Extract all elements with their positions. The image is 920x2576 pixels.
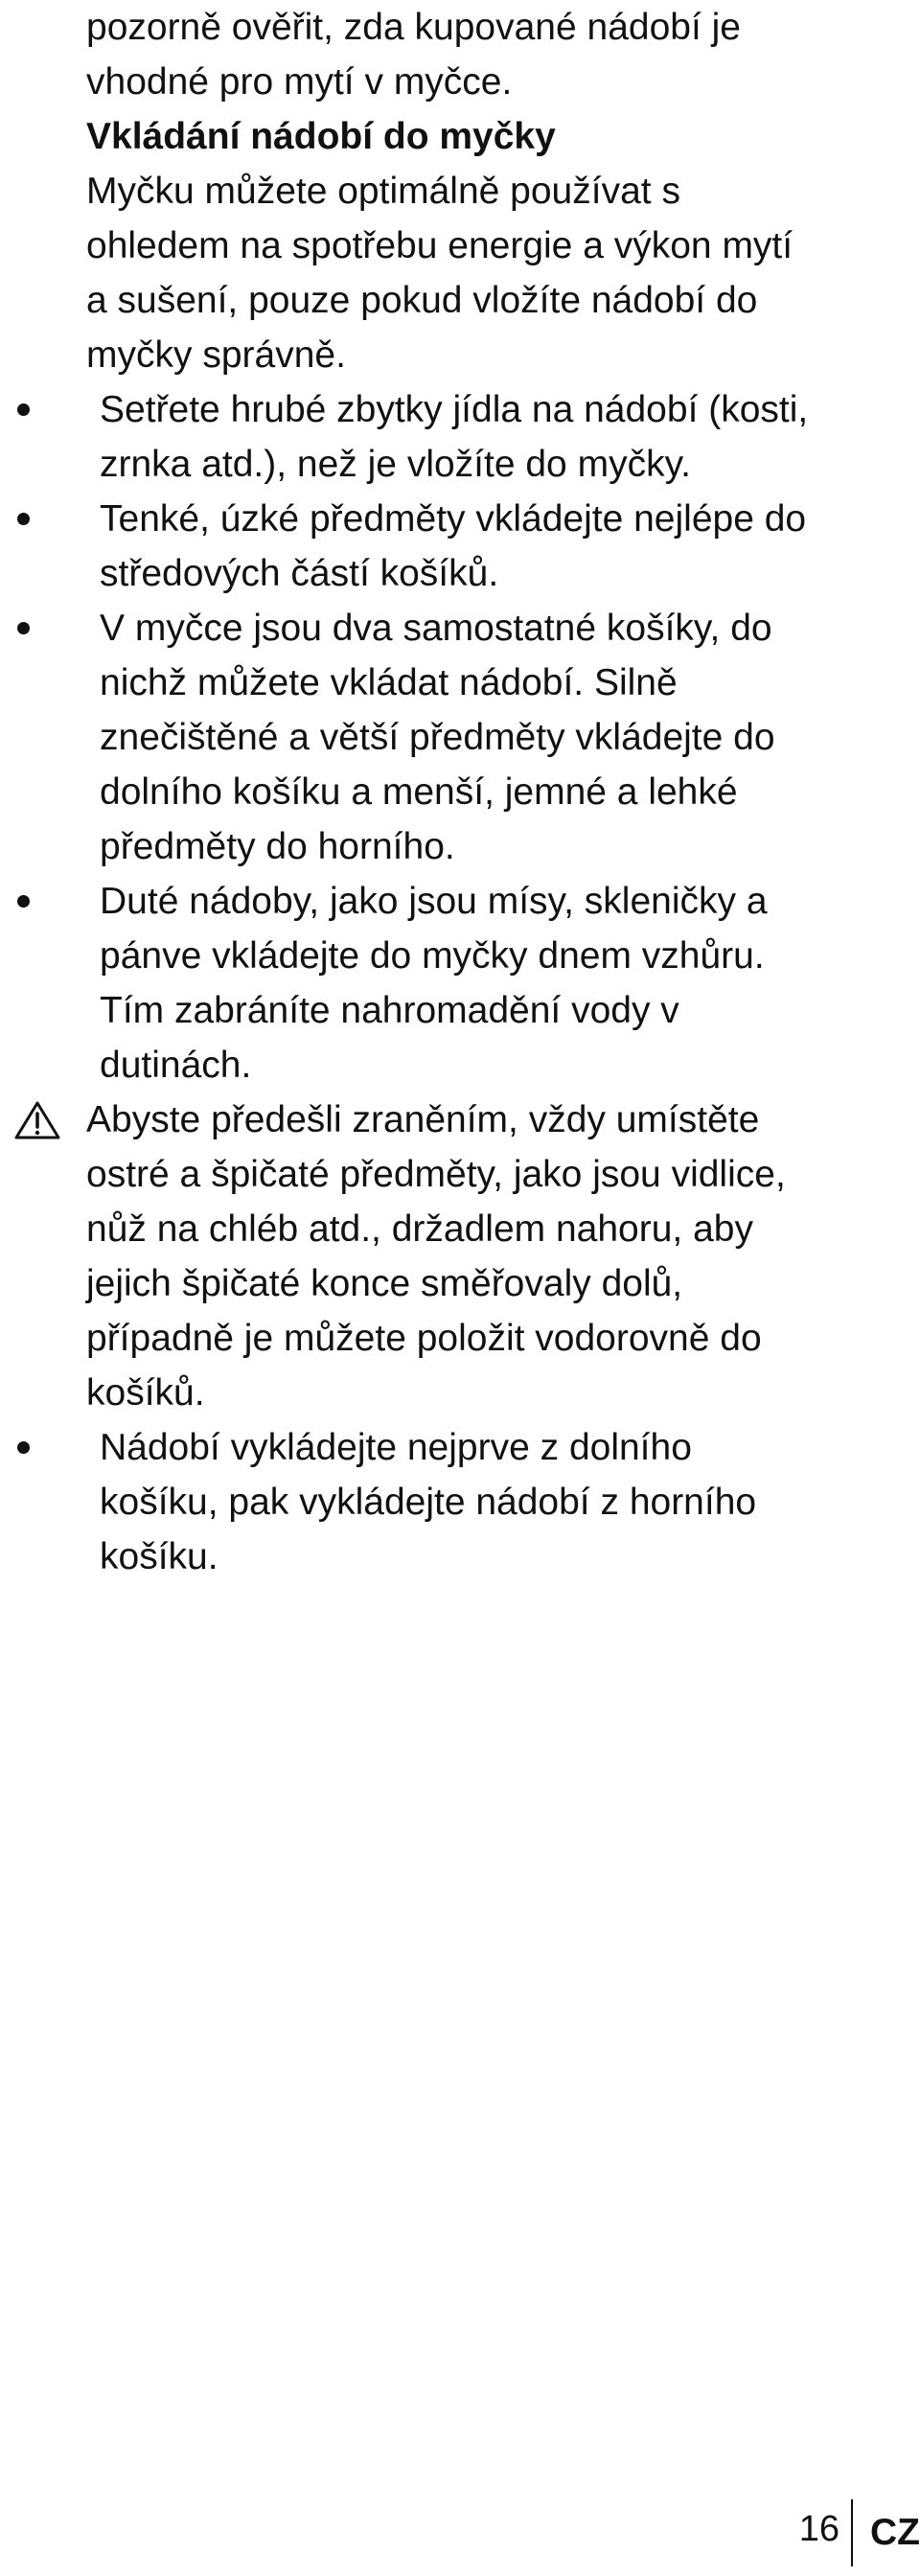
bullet-dot-icon — [17, 403, 30, 416]
footer-divider — [851, 2499, 853, 2566]
bullet-text: Duté nádoby, jako jsou mísy, skleničky a pánve vkládejte do myčky dnem vzhůru. Tím zabráníte nahromadění vody v dutinách. — [100, 881, 768, 1086]
bullet-text: V myčce jsou dva samostatné košíky, do nichž můžete vkládat nádobí. Silně znečištěné a větší předměty vkládejte do dolního košíku a menší, jemné a lehké předměty do horního. — [100, 608, 775, 867]
language-code: CZ — [870, 2512, 920, 2553]
bullet-text: Setřete hrubé zbytky jídla na nádobí (kosti, zrnka atd.), než je vložíte do myčky. — [100, 389, 809, 485]
bullet-item-remove-food — [13, 382, 818, 492]
bullet-dot-icon — [17, 895, 30, 908]
page-footer — [767, 2499, 920, 2566]
section-heading: Vkládání nádobí do myčky — [86, 116, 556, 157]
bullet-item-thin-items — [13, 492, 818, 601]
section-intro-paragraph: Myčku můžete optimálně používat s ohledem na spotřebu energie a výkon mytí a sušení, pouze pokud vložíte nádobí do myčky správně. — [86, 171, 794, 376]
warning-note — [13, 1092, 818, 1420]
bullet-item-hollow-vessels — [13, 874, 818, 1092]
page-number: 16 — [798, 2509, 840, 2549]
bullet-dot-icon — [17, 622, 30, 634]
intro-paragraph: pozorně ověřit, zda kupované nádobí je vhodné pro mytí v myčce. — [86, 7, 741, 103]
warning-text: Abyste předešli zraněním, vždy umístěte ostré a špičaté předměty, jako jsou vidlice, nůž na chléb atd., držadlem nahoru, aby jejich špičaté konce směřovaly dolů, případně je můžete položit vodorovně do košíků. — [86, 1099, 786, 1414]
bullet-item-unload-order — [13, 1420, 818, 1584]
bullet-text: Tenké, úzké předměty vkládejte nejlépe do středových částí košíků. — [100, 498, 807, 594]
warning-triangle-icon — [13, 1100, 61, 1140]
content-column — [13, 0, 818, 1584]
bullet-dot-icon — [17, 1441, 30, 1454]
bullet-text: Nádobí vykládejte nejprve z dolního košíku, pak vykládejte nádobí z horního košíku. — [100, 1427, 757, 1577]
bullet-item-two-baskets — [13, 601, 818, 874]
bullet-dot-icon — [17, 513, 30, 525]
